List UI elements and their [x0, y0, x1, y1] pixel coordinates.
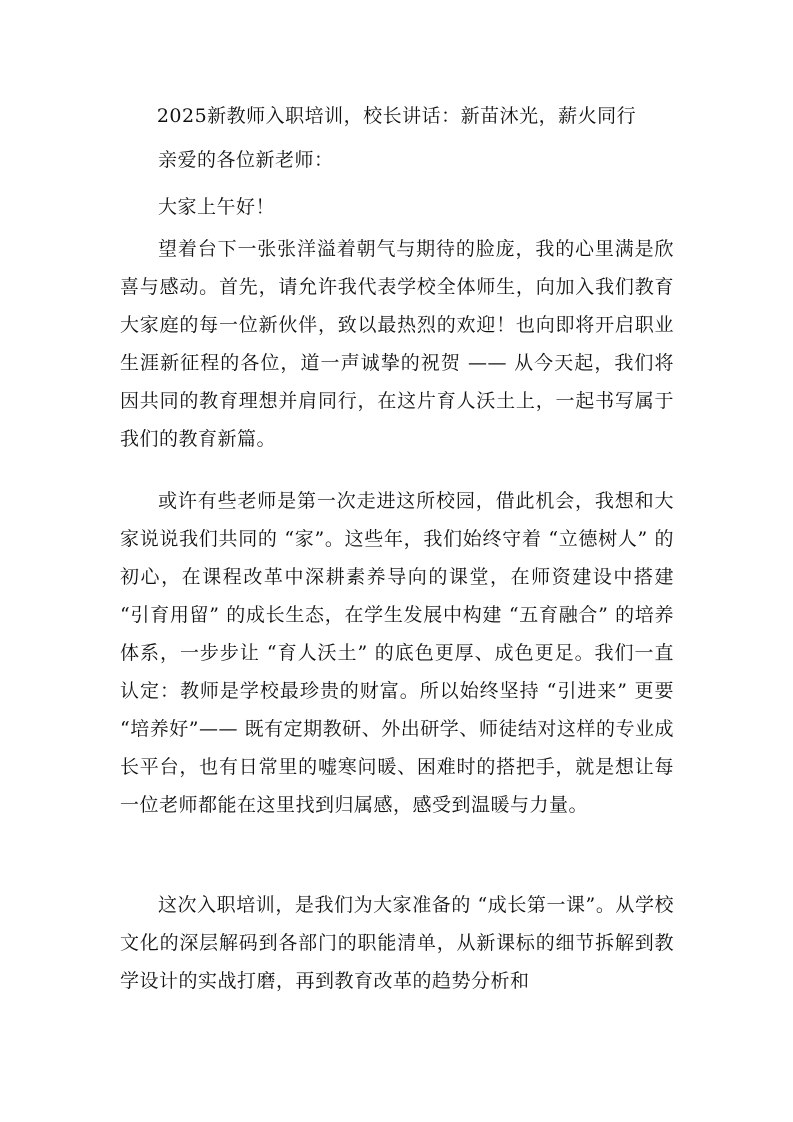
greeting-line: 亲爱的各位新老师： [158, 149, 334, 171]
body-paragraph-3: 这次入职培训，是我们为大家准备的 “成长第一课”。从学校文化的深层解码到各部门的职能清单，从新课标的细节拆解到教学设计的实战打磨，再到教育改革的趋势分析和 [120, 894, 674, 992]
body-paragraph-2: 或许有些老师是第一次走进这所校园，借此机会，我想和大家说说我们共同的 “家”。这些年，我们始终守着 “立德树人” 的初心，在课程改革中深耕素养导向的课堂，在师资建设中搭建 “引育用留” 的成长生态，在学生发展中构建 “五育融合” 的培养体系，一步步让 “育人沃土” 的底色更厚、成色更足。我们一直认定：教师是学校最珍贵的财富。所以始终坚持 “引进来” 更要 “培养好”—— 既有定期教研、外出研学、师徒结对这样的专业成长平台，也有日常里的嘘寒问暖、困难时的搭把手，就是想让每一位老师都能在这里找到归属感，感受到温暖与力量。 [120, 490, 674, 816]
salutation-line: 大家上午好！ [158, 196, 276, 218]
body-paragraph-1: 望着台下一张张洋溢着朝气与期待的脸庞，我的心里满是欣喜与感动。首先，请允许我代表学校全体师生，向加入我们教育大家庭的每一位新伙伴，致以最热烈的欢迎！也向即将开启职业生涯新征程的各位，道一声诚挚的祝贺 —— 从今天起，我们将因共同的教育理想并肩同行，在这片育人沃土上，一起书写属于我们的教育新篇。 [120, 238, 674, 450]
document-title: 2025新教师入职培训，校长讲话：新苗沐光，薪火同行 [156, 105, 637, 127]
